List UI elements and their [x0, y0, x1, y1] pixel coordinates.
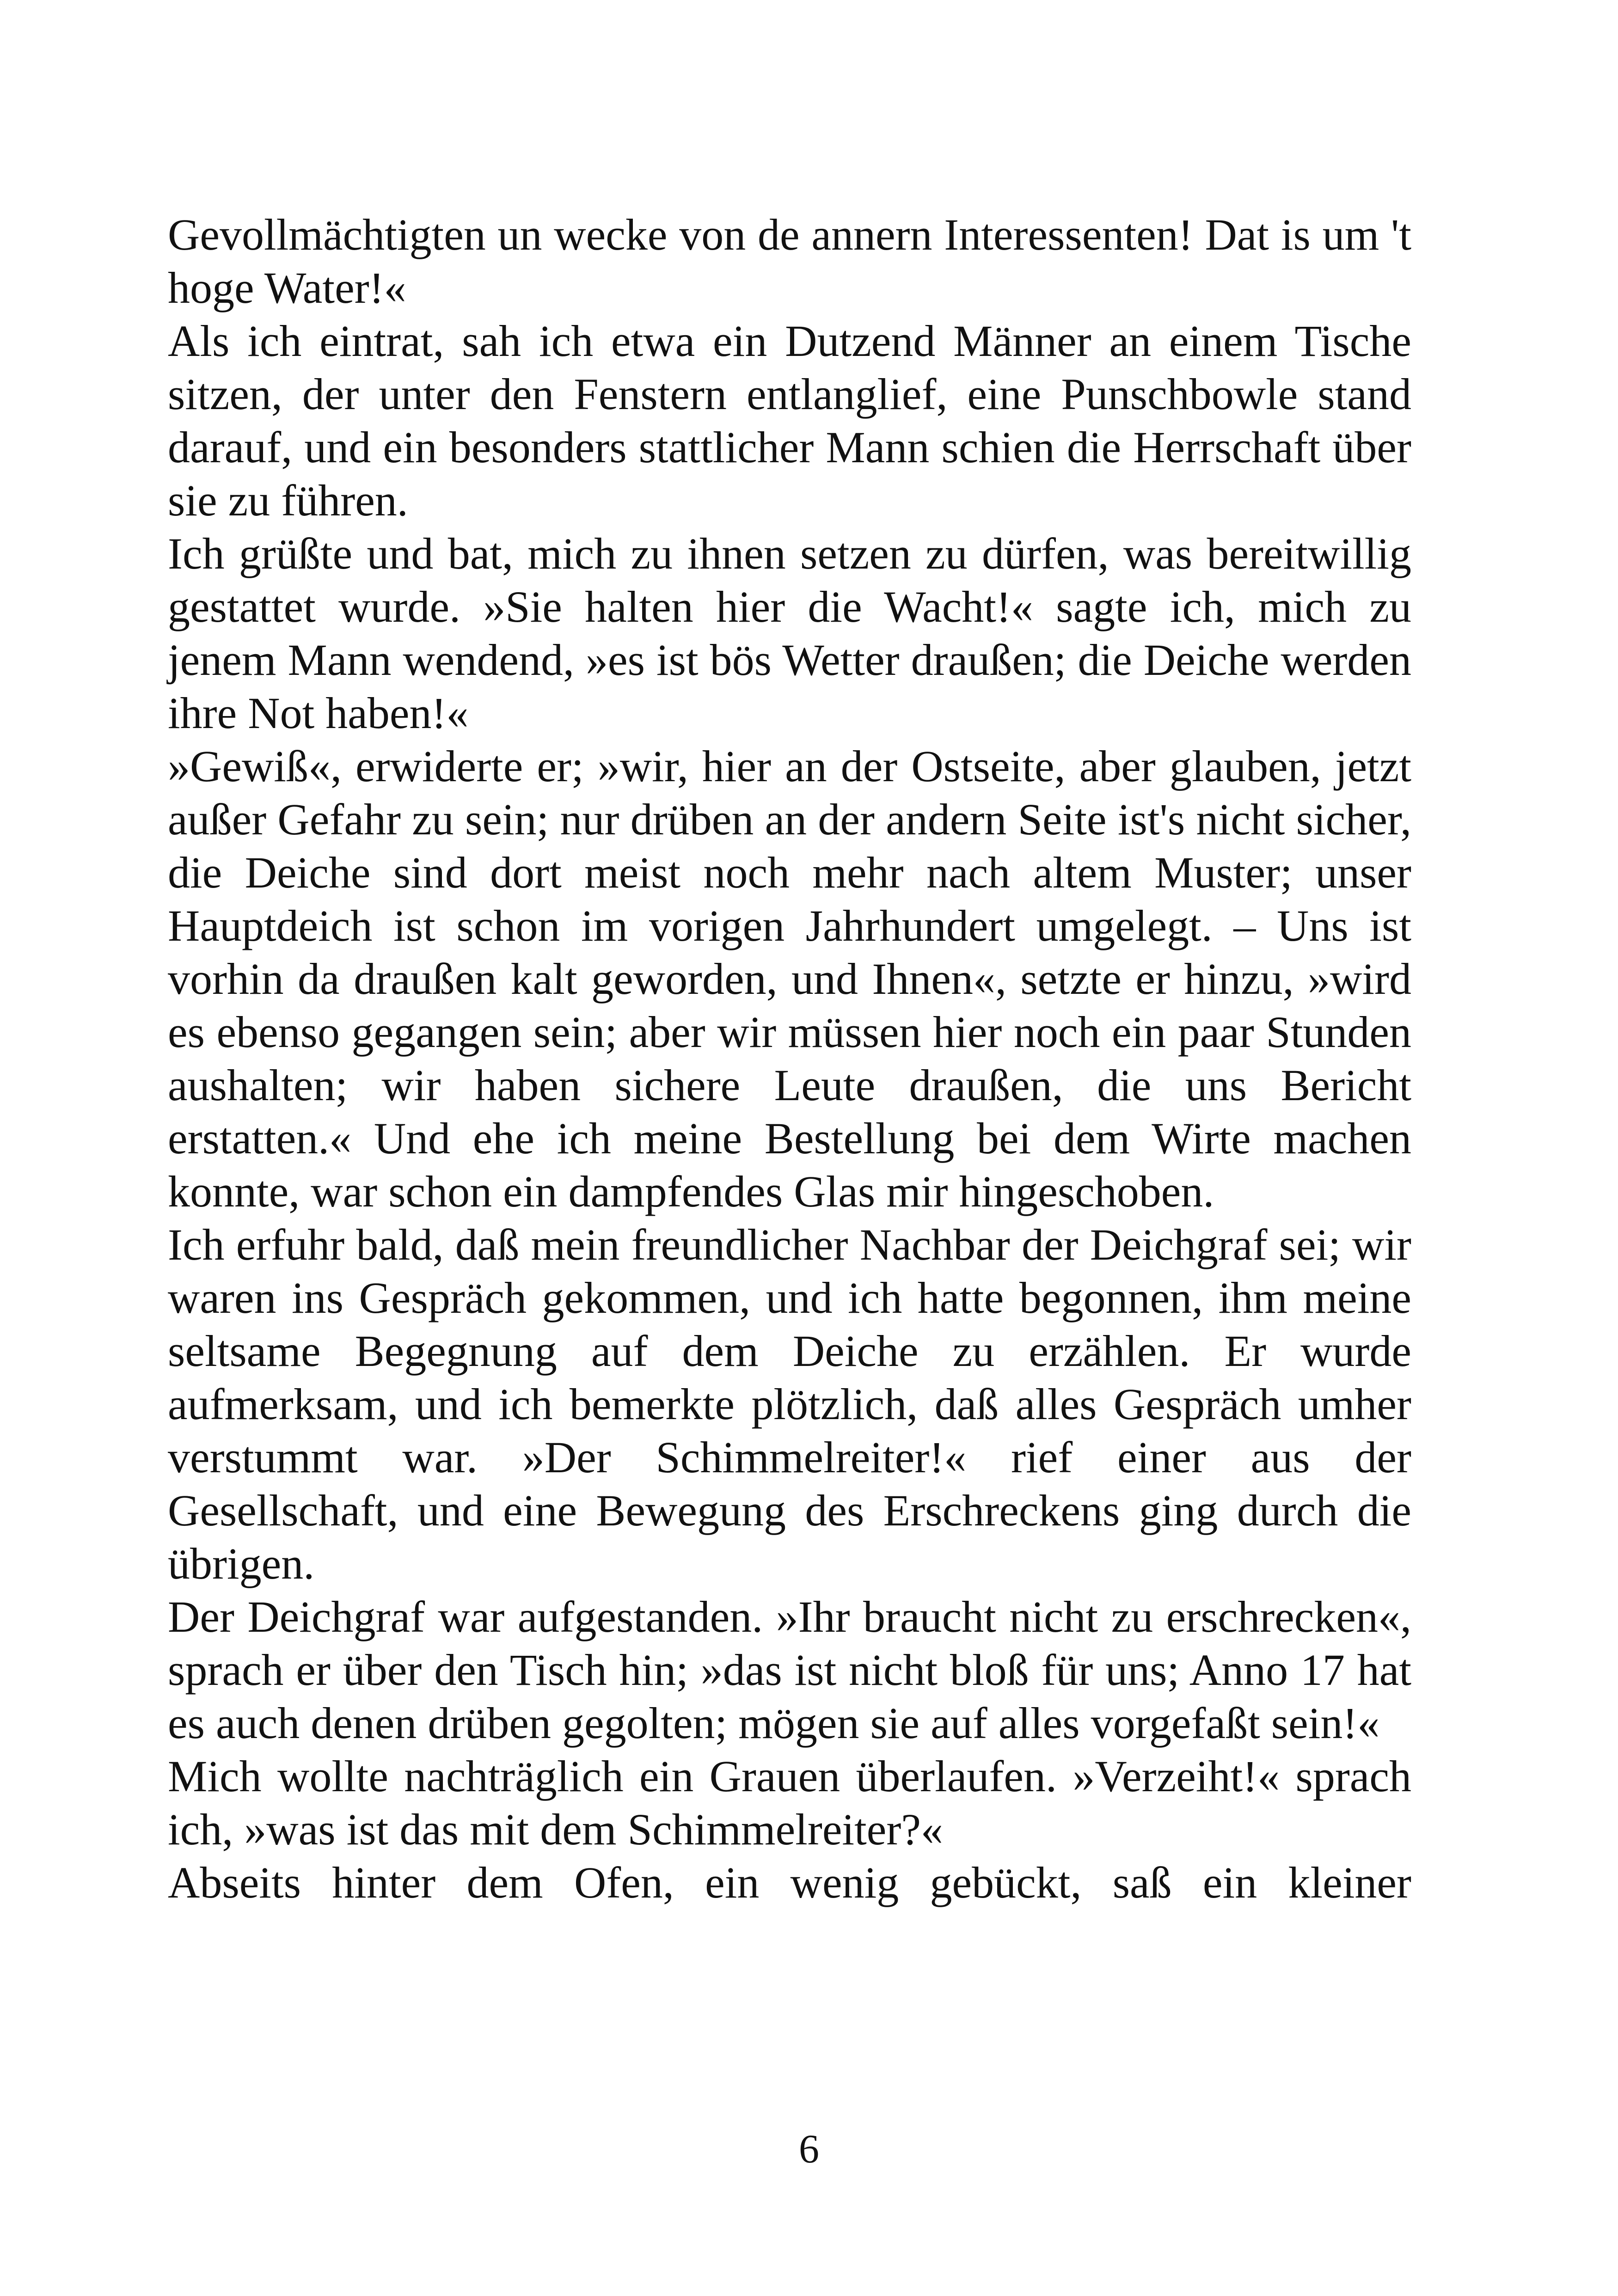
paragraph: »Gewiß«, erwiderte er; »wir, hier an der Ostseite, aber glauben, jetzt außer Gefahr zu sein; nur drüben an der andern Seite ist's nicht sicher, die Deiche sind dort meist noch mehr nach altem Muster; unser Hauptdeich ist schon im vorigen Jahrhundert umgelegt. – Uns ist vorhin da draußen kalt geworden, und Ihnen«, setzte er hinzu, »wird es ebenso gegangen sein; aber wir müssen hier noch ein paar Stunden aushalten; wir haben sichere Leute draußen, die uns Bericht erstatten.« Und ehe ich meine Bestellung bei dem Wirte machen konnte, war schon ein dampfendes Glas mir hingeschoben.: [168, 741, 1411, 1216]
paragraph: Ich grüßte und bat, mich zu ihnen setzen zu dürfen, was bereitwillig gestattet wurde. »Sie halten hier die Wacht!« sagte ich, mich zu jenem Mann wendend, »es ist bös Wetter draußen; die Deiche werden ihre Not haben!«: [168, 529, 1411, 738]
paragraph: Der Deichgraf war aufgestanden. »Ihr braucht nicht zu erschrecken«, sprach er über den Tisch hin; »das ist nicht bloß für uns; Anno 17 hat es auch denen drüben gegolten; mögen sie auf alles vorgefaßt sein!«: [168, 1592, 1411, 1748]
paragraph: Gevollmächtigten un wecke von de annern Interessenten! Dat is um 't hoge Water!«: [168, 210, 1411, 312]
body-text: [168, 208, 1411, 1909]
paragraph: Als ich eintrat, sah ich etwa ein Dutzend Männer an einem Tische sitzen, der unter den Fenstern entlanglief, eine Punschbowle stand darauf, und ein besonders stattlicher Mann schien die Herrschaft über sie zu führen.: [168, 316, 1411, 525]
paragraph: Ich erfuhr bald, daß mein freundlicher Nachbar der Deichgraf sei; wir waren ins Gespräch gekommen, und ich hatte begonnen, ihm meine seltsame Begegnung auf dem Deiche zu erzählen. Er wurde aufmerksam, und ich bemerkte plötzlich, daß alles Gespräch umher verstummt war. »Der Schimmelreiter!« rief einer aus der Gesellschaft, und eine Bewegung des Erschreckens ging durch die übrigen.: [168, 1220, 1411, 1588]
page-number: 6: [799, 2127, 819, 2172]
paragraph: Mich wollte nachträglich ein Grauen überlaufen. »Verzeiht!« sprach ich, »was ist das mit dem Schimmelreiter?«: [168, 1751, 1411, 1854]
paragraph: Abseits hinter dem Ofen, ein wenig gebückt, saß ein kleiner: [168, 1858, 1411, 1907]
